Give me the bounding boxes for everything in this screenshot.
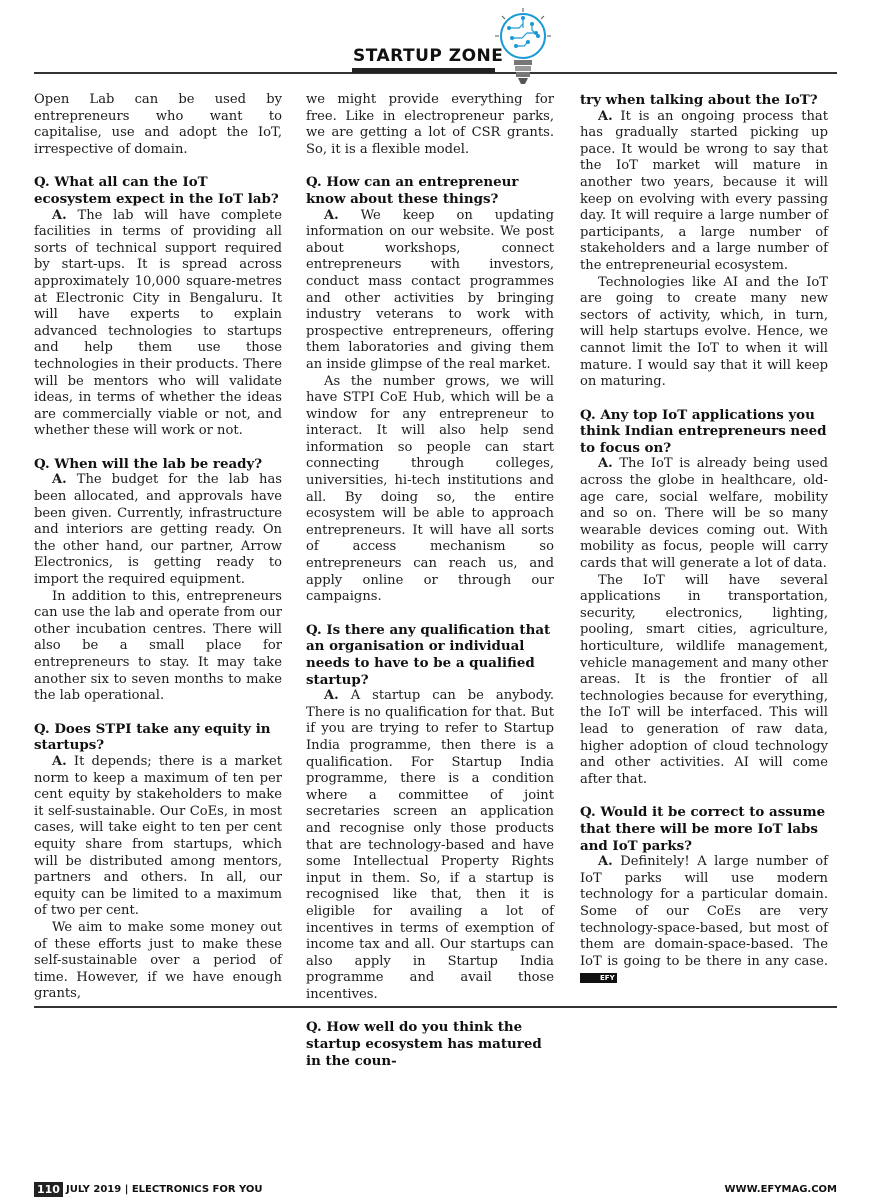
- question-heading: Q. Any top IoT applications you think Indian entrepreneurs need to focus on?: [580, 406, 827, 456]
- page-header: [0, 0, 873, 92]
- end-mark: EFY: [580, 973, 617, 983]
- answer-marker: A.: [52, 753, 67, 769]
- issue-info: JULY 2019 | ELECTRONICS FOR YOU: [66, 1184, 263, 1195]
- answer-text: The budget for the lab has been allocated, and approvals have been given. Currently, infrastructure and interiors are getting ready. On the other hand, our partner, Arrow Electronics, is getting ready to import the required equipment.: [34, 472, 282, 588]
- answer-paragraph: [580, 854, 828, 987]
- question-heading: Q. How well do you think the startup ecosystem has matured in the coun-: [306, 1019, 542, 1069]
- question-heading: Q. Is there any qualification that an organisation or individual needs to have to be a qualified startup?: [306, 621, 551, 688]
- body-paragraph: In addition to this, entrepreneurs can use the lab and operate from our other incubation centres. There will also be a small place for entrepreneurs to stay. It may take another six to seven months to make the lab operational.: [34, 588, 282, 704]
- section-title: STARTUP ZONE: [353, 46, 504, 66]
- body-paragraph: Technologies like AI and the IoT are going to create many new sectors of activity, which, in turn, will help startups evolve. Hence, we cannot limit the IoT to when it will mature. I would say that it will keep on maturing.: [580, 274, 828, 390]
- lightbulb-circuit-icon: [494, 6, 552, 88]
- body-paragraph: Open Lab can be used by entrepreneurs who want to capitalise, use and adopt the IoT, irrespective of domain.: [34, 92, 282, 157]
- question-heading: Q. What all can the IoT ecosystem expect in the IoT lab?: [34, 174, 279, 207]
- answer-paragraph: [306, 208, 554, 374]
- answer-marker: A.: [52, 472, 67, 488]
- answer-text: The lab will have complete facilities in terms of providing all sorts of technical support required by start-ups. It is spread across approximately 10,000 square-metres at Electronic City in Bengaluru. It will have experts to explain advanced technologies to startups and help them use those technologies in their products. There will be mentors who will validate ideas, in terms of whether the ideas are commercially viable or not, and whether these will work or not.: [34, 207, 282, 439]
- answer-paragraph: [34, 208, 282, 440]
- answer-paragraph: [580, 109, 828, 275]
- answer-text: A startup can be anybody. There is no qualification for that. But if you are trying to refer to Startup India programme, then there is a qualification. For Startup India programme, there is a condition where a committee of joint secretaries screen an application and recognise only those products that are technology-based and have some Intellectual Property Rights input in them. So, if a startup is recognised like that, then it is eligible for availing a lot of incentives in terms of exemption of income tax and all. Our startups can also apply in Startup India programme and avail those incentives.: [306, 688, 554, 1002]
- page-footer: [34, 1182, 837, 1198]
- answer-text: We keep on updating information on our website. We post about workshops, connect entrepreneurs with investors, conduct mass contact programmes and other activities by bringing industry veterans to work with prospective entrepreneurs, offering them laboratories and giving them an inside glimpse of the real market.: [306, 207, 554, 372]
- question-heading: Q. Would it be correct to assume that there will be more IoT labs and IoT parks?: [580, 804, 826, 854]
- answer-text: The IoT is already being used across the globe in healthcare, old-age care, social welfare, mobility and so on. There will be so many wearable devices coming out. With mobility as focus, people will carry cards that will generate a lot of data.: [580, 456, 828, 572]
- answer-marker: A.: [324, 688, 339, 704]
- bottom-rule: [34, 1006, 837, 1008]
- body-paragraph: As the number grows, we will have STPI CoE Hub, which will be a window for any entrepreneur to interact. It will also help send information so people can start connecting through colleges, universities, hi-tech institutions and all. By doing so, the entire ecosystem will be able to approach entrepreneurs. It will have all sorts of access mechanism so entrepreneurs can reach us, and apply online or through our campaigns.: [306, 373, 554, 605]
- question-heading: try when talking about the IoT?: [580, 92, 818, 108]
- answer-paragraph: [34, 754, 282, 920]
- page-number: 110: [34, 1182, 63, 1197]
- section-title-underline: [352, 68, 495, 73]
- question-heading: Q. When will the lab be ready?: [34, 455, 263, 472]
- answer-paragraph: [306, 688, 554, 1003]
- question-heading: Q. Does STPI take any equity in startups?: [34, 720, 271, 754]
- answer-text: It is an ongoing process that has gradually started picking up pace. It would be wrong to say that the IoT market will mature in another two years, because it will keep on evolving with every passing day. It will require a large number of participants, a large number of stakeholders and a large number of the entrepreneurial ecosystem.: [580, 108, 828, 273]
- answer-marker: A.: [598, 456, 613, 472]
- body-paragraph: We aim to make some money out of these efforts just to make these self-sustainable over a period of time. However, if we have enough grants,: [34, 919, 282, 1002]
- answer-marker: A.: [324, 207, 339, 223]
- body-paragraph: The IoT will have several applications in transportation, security, electronics, lighting, pooling, smart cities, agriculture, horticulture, wildlife management, vehicle management and many other areas. It is the frontier of all technologies because for everything, the IoT will be interfaced. This will lead to generation of raw data, higher adoption of cloud technology and other activities. AI will come after that.: [580, 572, 828, 787]
- website-link[interactable]: WWW.EFYMAG.COM: [724, 1184, 837, 1195]
- answer-paragraph: [580, 456, 828, 572]
- answer-marker: A.: [52, 207, 67, 223]
- article-column-3: [580, 92, 828, 987]
- question-heading: Q. How can an entrepreneur know about these things?: [306, 174, 519, 207]
- answer-marker: A.: [598, 854, 613, 870]
- answer-text: Definitely! A large number of IoT parks will use modern technology for a particular domain. Some of our CoEs are very technology-space-based, but most of them are domain-space-based. The IoT is going to be there in any case.: [580, 854, 828, 969]
- answer-marker: A.: [598, 108, 613, 124]
- answer-paragraph: [34, 472, 282, 588]
- article-column-2: [306, 92, 554, 1069]
- body-paragraph: we might provide everything for free. Like in electropreneur parks, we are getting a lot of CSR grants. So, it is a flexible model.: [306, 92, 554, 157]
- article-column-1: [34, 92, 282, 1003]
- answer-text: It depends; there is a market norm to keep a maximum of ten per cent equity by stakeholders to make it self-sustainable. Our CoEs, in most cases, will take eight to ten per cent equity share from startups, which will be distributed among mentors, partners and others. In all, our equity can be limited to a maximum of two per cent.: [34, 753, 282, 919]
